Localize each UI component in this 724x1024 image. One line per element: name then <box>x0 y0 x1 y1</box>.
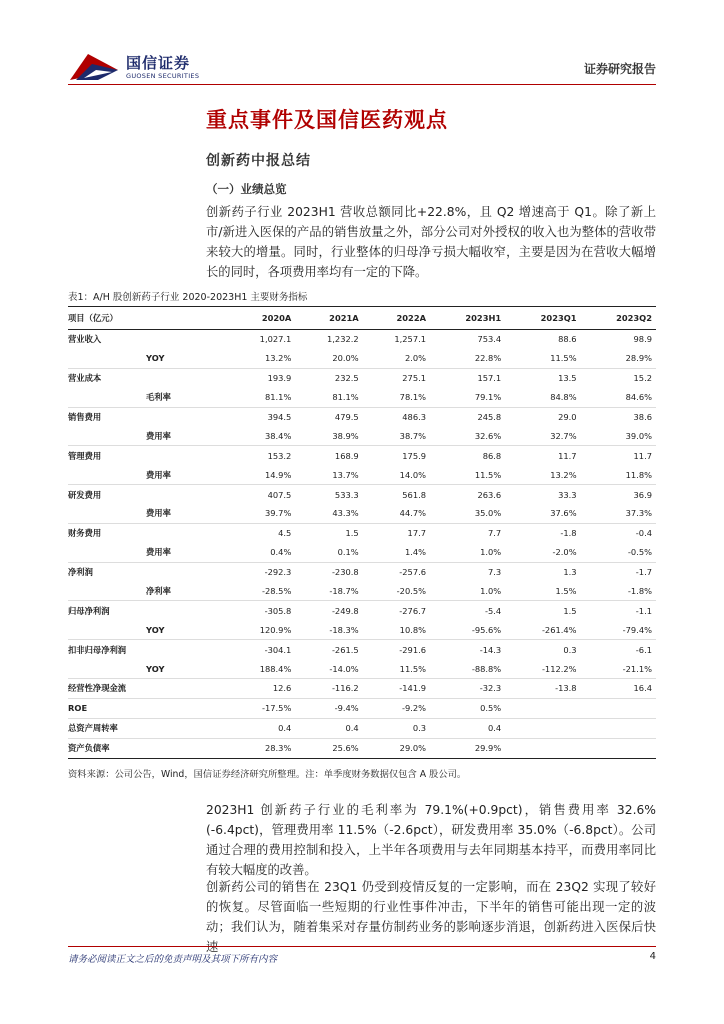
table-source-note: 资料来源：公司公告，Wind，国信证券经济研究所整理。注：单季度财务数据仅包含 A 股公司。 <box>68 769 467 780</box>
table-cell: 81.1% <box>332 392 359 403</box>
table-cell: 84.8% <box>550 392 577 403</box>
table-cell: 14.9% <box>264 469 292 480</box>
row-label: 净利率 <box>146 586 171 597</box>
table-cell: 561.8 <box>363 485 430 504</box>
table-cell: 29.0% <box>363 738 430 758</box>
table-cell: 84.6% <box>625 392 652 403</box>
table-row <box>68 718 656 738</box>
table-cell: -9.4% <box>295 698 362 718</box>
table-row <box>68 485 656 504</box>
financial-indicators-table <box>68 306 656 759</box>
row-label: 营业成本 <box>68 368 228 387</box>
table-cell: 0.4 <box>295 718 362 738</box>
row-label: 营业收入 <box>68 330 228 349</box>
table-row <box>68 504 656 523</box>
table-row <box>68 659 656 678</box>
table-cell: 1,257.1 <box>363 330 430 349</box>
table-cell: 1.4% <box>404 547 427 558</box>
table-cell <box>581 698 656 718</box>
table-header-cell: 项目（亿元） <box>68 307 228 330</box>
row-label: 费用率 <box>146 547 171 558</box>
subsection-title: （一）业绩总览 <box>206 182 287 196</box>
table-cell: 17.7 <box>363 523 430 542</box>
row-label: 资产负债率 <box>68 738 228 758</box>
table-row <box>68 368 656 387</box>
row-label: 研发费用 <box>68 485 228 504</box>
table-cell: 0.5% <box>430 698 505 718</box>
row-label: 经营性净现金流 <box>68 679 228 699</box>
table-cell: 1.0% <box>480 586 502 597</box>
table-cell <box>581 718 656 738</box>
table-cell: 78.1% <box>399 392 427 403</box>
table-body <box>68 330 656 759</box>
table-cell: 0.4% <box>270 547 292 558</box>
table-cell: 11.5% <box>550 353 577 364</box>
table-cell: 11.7 <box>505 446 580 465</box>
table-cell: 29.0 <box>505 407 580 426</box>
table-cell: 4.5 <box>228 523 295 542</box>
table-cell: -9.2% <box>363 698 430 718</box>
table-cell: 188.4% <box>259 663 292 674</box>
table-cell: 175.9 <box>363 446 430 465</box>
table-cell: 22.8% <box>474 353 502 364</box>
table-cell: 11.8% <box>625 469 652 480</box>
table-row <box>68 562 656 581</box>
row-label: 费用率 <box>146 508 171 519</box>
guosen-logo <box>68 50 208 86</box>
table-row <box>68 426 656 445</box>
table-cell: 38.7% <box>399 430 427 441</box>
table-cell: -32.3 <box>430 679 505 699</box>
table-row <box>68 465 656 484</box>
paragraph-2: 2023H1 创新药子行业的毛利率为 79.1%(+0.9pct)，销售费用率 32.6%(-6.4pct)，管理费用率 11.5%（-2.6pct），研发费用率 35.0%（-6.8pct）。公司通过合理的费用控制和投入，上半年各项费用与去年同期基本持平，而费用率同比有较大幅度的改善。 <box>206 803 656 877</box>
table-cell: 16.4 <box>581 679 656 699</box>
table-cell: -116.2 <box>295 679 362 699</box>
table-cell: 1.0% <box>480 547 502 558</box>
header-divider <box>68 84 656 85</box>
table-cell: -5.4 <box>430 601 505 620</box>
table-header-cell: 2022A <box>363 307 430 330</box>
table-cell: 13.7% <box>332 469 359 480</box>
table-cell: -112.2% <box>541 663 577 674</box>
table-cell: 13.2% <box>550 469 577 480</box>
table-cell: 0.4 <box>228 718 295 738</box>
table-cell: -1.7 <box>581 562 656 581</box>
row-label: 销售费用 <box>68 407 228 426</box>
table-cell: -1.8 <box>505 523 580 542</box>
table-cell: -17.5% <box>228 698 295 718</box>
table-cell: 193.9 <box>228 368 295 387</box>
table-cell: -14.3 <box>430 640 505 659</box>
footer-disclaimer: 请务必阅读正文之后的免责声明及其项下所有内容 <box>68 954 278 965</box>
table-cell: 11.5% <box>399 663 427 674</box>
table-cell: 232.5 <box>295 368 362 387</box>
table-cell: 37.3% <box>625 508 652 519</box>
table-cell: 44.7% <box>399 508 427 519</box>
table-cell: 7.7 <box>430 523 505 542</box>
row-label: 费用率 <box>146 430 171 441</box>
table-header-cell: 2023Q2 <box>581 307 656 330</box>
table-header-cell: 2023Q1 <box>505 307 580 330</box>
table-cell: 7.3 <box>430 562 505 581</box>
table-cell: 11.5% <box>474 469 502 480</box>
table-cell: 38.6 <box>581 407 656 426</box>
table-cell: -249.8 <box>295 601 362 620</box>
table-cell: -292.3 <box>228 562 295 581</box>
table-cell: 38.9% <box>332 430 359 441</box>
table-cell: 263.6 <box>430 485 505 504</box>
table-cell: -28.5% <box>261 586 292 597</box>
table-cell: 28.9% <box>625 353 652 364</box>
table-cell: 153.2 <box>228 446 295 465</box>
row-label: 扣非归母净利润 <box>68 640 228 659</box>
table-cell: -276.7 <box>363 601 430 620</box>
table-cell: 35.0% <box>474 508 502 519</box>
table-cell: 32.7% <box>550 430 577 441</box>
table-row <box>68 620 656 639</box>
table-cell <box>505 718 580 738</box>
table-cell: -88.8% <box>471 663 502 674</box>
table-cell: 275.1 <box>363 368 430 387</box>
table-cell: 79.1% <box>474 392 502 403</box>
row-label: ROE <box>68 698 228 718</box>
table-cell: 86.8 <box>430 446 505 465</box>
row-label: YOY <box>146 663 165 674</box>
table-cell: 394.5 <box>228 407 295 426</box>
table-cell: 98.9 <box>581 330 656 349</box>
table-row <box>68 330 656 349</box>
table-cell <box>505 698 580 718</box>
table-cell: -6.1 <box>581 640 656 659</box>
row-label: 归母净利润 <box>68 601 228 620</box>
table-cell: -20.5% <box>396 586 427 597</box>
table-cell <box>505 738 580 758</box>
table-cell: -1.1 <box>581 601 656 620</box>
table-cell: -0.4 <box>581 523 656 542</box>
table-cell: -1.8% <box>627 586 652 597</box>
table-cell <box>581 738 656 758</box>
table-cell: 20.0% <box>332 353 359 364</box>
table-row <box>68 679 656 699</box>
table-cell: -0.5% <box>627 547 652 558</box>
table-row <box>68 523 656 542</box>
table-row <box>68 738 656 758</box>
table-cell: 13.2% <box>264 353 292 364</box>
table-cell: 157.1 <box>430 368 505 387</box>
row-label: YOY <box>146 624 165 635</box>
table-cell: 0.3 <box>363 718 430 738</box>
table-cell: 29.9% <box>430 738 505 758</box>
table-header-cell: 2020A <box>228 307 295 330</box>
table-cell: 533.3 <box>295 485 362 504</box>
table-cell: -21.1% <box>622 663 652 674</box>
table-cell: -230.8 <box>295 562 362 581</box>
table-row <box>68 582 656 601</box>
table-cell: 0.3 <box>505 640 580 659</box>
table-cell: -79.4% <box>622 624 652 635</box>
table-cell: -304.1 <box>228 640 295 659</box>
table-cell: 14.0% <box>399 469 427 480</box>
table-cell: -18.7% <box>329 586 359 597</box>
page-number: 4 <box>649 951 656 962</box>
table-cell: 120.9% <box>259 624 292 635</box>
table-cell: 245.8 <box>430 407 505 426</box>
table-cell: 32.6% <box>474 430 502 441</box>
table-cell: 37.6% <box>550 508 577 519</box>
table-cell: -305.8 <box>228 601 295 620</box>
footer-divider <box>68 946 656 947</box>
logo-text-en: GUOSEN SECURITIES <box>126 72 200 80</box>
paragraph-1: 创新药子行业 2023H1 营收总额同比+22.8%，且 Q2 增速高于 Q1。除了新上市/新进入医保的产品的销售放量之外，部分公司对外授权的收入也为整体的营收带来较大的增量。同时，行业整体的归母净亏损大幅收窄，主要是因为在营收大幅增长的同时，各项费用率均有一定的下降。 <box>206 205 656 279</box>
table-cell: 81.1% <box>264 392 292 403</box>
row-label: 净利润 <box>68 562 228 581</box>
table-row <box>68 349 656 368</box>
row-label: YOY <box>146 353 165 364</box>
table-header-cell: 2021A <box>295 307 362 330</box>
table-cell: 33.3 <box>505 485 580 504</box>
table-cell: -141.9 <box>363 679 430 699</box>
row-label: 毛利率 <box>146 392 171 403</box>
row-label: 费用率 <box>146 469 171 480</box>
logo-text-cn: 国信证券 <box>126 54 191 72</box>
table-cell: 753.4 <box>430 330 505 349</box>
table-cell: 486.3 <box>363 407 430 426</box>
table-row <box>68 388 656 407</box>
table-cell: 0.1% <box>337 547 359 558</box>
table-cell: 407.5 <box>228 485 295 504</box>
row-label: 管理费用 <box>68 446 228 465</box>
table-cell: 11.7 <box>581 446 656 465</box>
table-cell: -261.4% <box>541 624 577 635</box>
table-cell: -18.3% <box>329 624 359 635</box>
row-label: 总资产周转率 <box>68 718 228 738</box>
table-cell: 39.0% <box>625 430 652 441</box>
table-cell: 88.6 <box>505 330 580 349</box>
table-cell: 15.2 <box>581 368 656 387</box>
table-cell: 1,232.2 <box>295 330 362 349</box>
table-cell: 1.5 <box>295 523 362 542</box>
paragraph-3: 创新药公司的销售在 23Q1 仍受到疫情反复的一定影响，而在 23Q2 实现了较好的恢复。尽管面临一些短期的行业性事件冲击，下半年的销售可能出现一定的波动；我们认为，随着集采对存量仿制药业务的影响逐步消退，创新药进入医保后快速 <box>206 880 656 954</box>
table-row <box>68 407 656 426</box>
table-cell: -261.5 <box>295 640 362 659</box>
table-cell: 0.4 <box>430 718 505 738</box>
table-cell: -14.0% <box>329 663 359 674</box>
table-cell: 43.3% <box>332 508 359 519</box>
table-cell: -257.6 <box>363 562 430 581</box>
table-cell: 1.5 <box>505 601 580 620</box>
section-title: 创新药中报总结 <box>206 153 311 169</box>
table-header-row <box>68 307 656 330</box>
table-row <box>68 543 656 562</box>
table-cell: -13.8 <box>505 679 580 699</box>
table-cell: 479.5 <box>295 407 362 426</box>
table-cell: -2.0% <box>552 547 577 558</box>
table-cell: 1,027.1 <box>228 330 295 349</box>
table-cell: 25.6% <box>295 738 362 758</box>
table-cell: 36.9 <box>581 485 656 504</box>
table-cell: 38.4% <box>264 430 292 441</box>
table-row <box>68 601 656 620</box>
table-cell: 12.6 <box>228 679 295 699</box>
table-cell: 10.8% <box>399 624 427 635</box>
table-cell: 168.9 <box>295 446 362 465</box>
table-cell: 1.5% <box>555 586 577 597</box>
table-row <box>68 640 656 659</box>
table-row <box>68 446 656 465</box>
table-cell: 28.3% <box>228 738 295 758</box>
table-cell: 1.3 <box>505 562 580 581</box>
table-row <box>68 698 656 718</box>
row-label: 财务费用 <box>68 523 228 542</box>
table-cell: -291.6 <box>363 640 430 659</box>
guosen-logo-mark-icon <box>68 50 120 84</box>
table-cell: 13.5 <box>505 368 580 387</box>
table-cell: -95.6% <box>471 624 502 635</box>
report-type: 证券研究报告 <box>583 62 656 76</box>
table-caption: 表1：A/H 股创新药子行业 2020-2023H1 主要财务指标 <box>68 292 308 303</box>
table-cell: 2.0% <box>404 353 427 364</box>
table-cell: 39.7% <box>264 508 292 519</box>
table-header-cell: 2023H1 <box>430 307 505 330</box>
page-title: 重点事件及国信医药观点 <box>206 108 448 132</box>
